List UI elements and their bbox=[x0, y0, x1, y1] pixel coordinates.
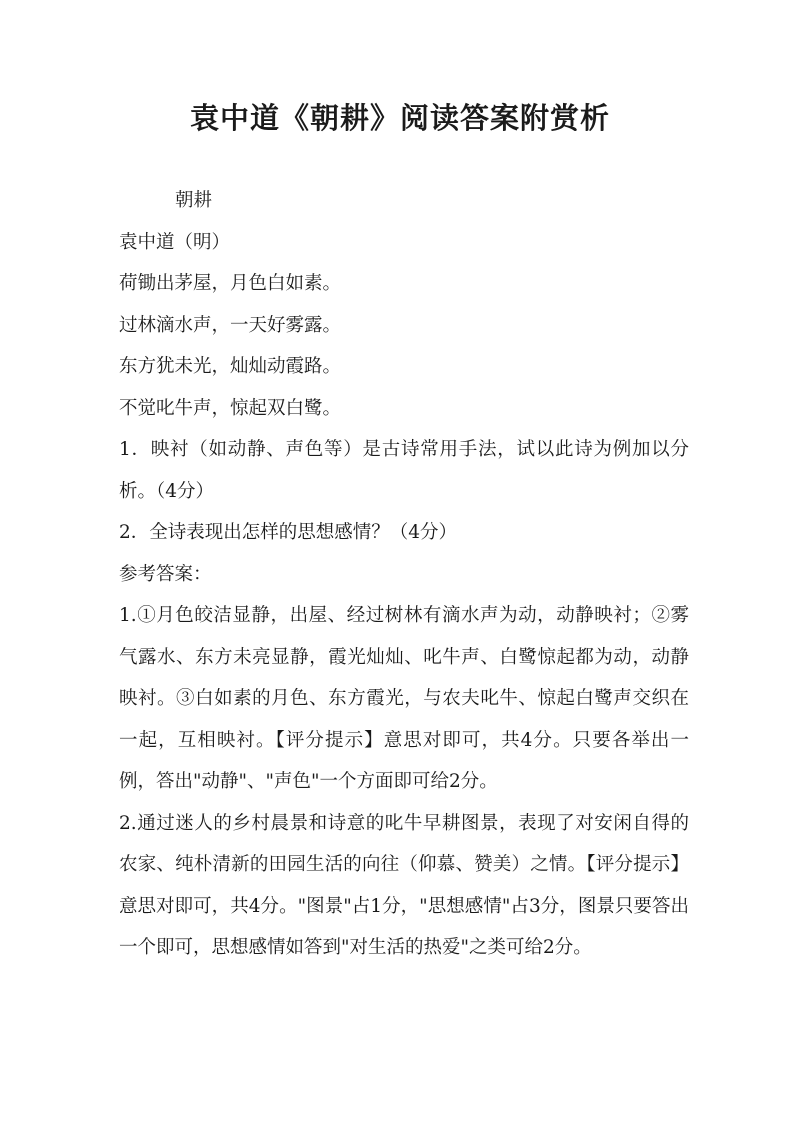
poem-line-3: 东方犹未光，灿灿动霞路。 bbox=[119, 356, 342, 377]
poem-title: 朝耕 bbox=[175, 190, 213, 211]
poem-line-4: 不觉叱牛声，惊起双白鹭。 bbox=[119, 397, 342, 419]
question-1: 1．映衬（如动静、声色等）是古诗常用手法，试以此诗为例加以分析。（4分） bbox=[119, 439, 689, 502]
answer-2: 2.通过迷人的乡村晨景和诗意的叱牛早耕图景，表现了对安闲自得的农家、纯朴清新的田园生活的向往（仰慕、赞美）之情。【评分提示】意思对即可，共4分。"图景"占1分，"思想感情"占3分，图景只要答出一个即可，思想感情如答到"对生活的热爱"之类可给2分。 bbox=[119, 812, 689, 958]
question-2: 2．全诗表现出怎样的思想感情？（4分） bbox=[119, 522, 458, 543]
poem-author: 袁中道（明） bbox=[119, 231, 231, 253]
poem-line-1: 荷锄出茅屋，月色白如素。 bbox=[119, 273, 342, 294]
document-body bbox=[119, 180, 689, 969]
answer-heading: 参考答案： bbox=[119, 563, 212, 585]
poem-line-2: 过林滴水声，一天好雾露。 bbox=[119, 314, 342, 336]
answer-1: 1.①月色皎洁显静，出屋、经过树林有滴水声为动，动静映衬；②雾气露水、东方未亮显静，霞光灿灿、叱牛声、白鹭惊起都为动，动静映衬。③白如素的月色、东方霞光，与农夫叱牛、惊起白鹭声交织在一起，互相映衬。【评分提示】意思对即可，共4分。只要各举出一例，答出"动静"、"声色"一个方面即可给2分。 bbox=[119, 605, 689, 792]
page-title: 袁中道《朝耕》阅读答案附赏析 bbox=[189, 101, 610, 135]
